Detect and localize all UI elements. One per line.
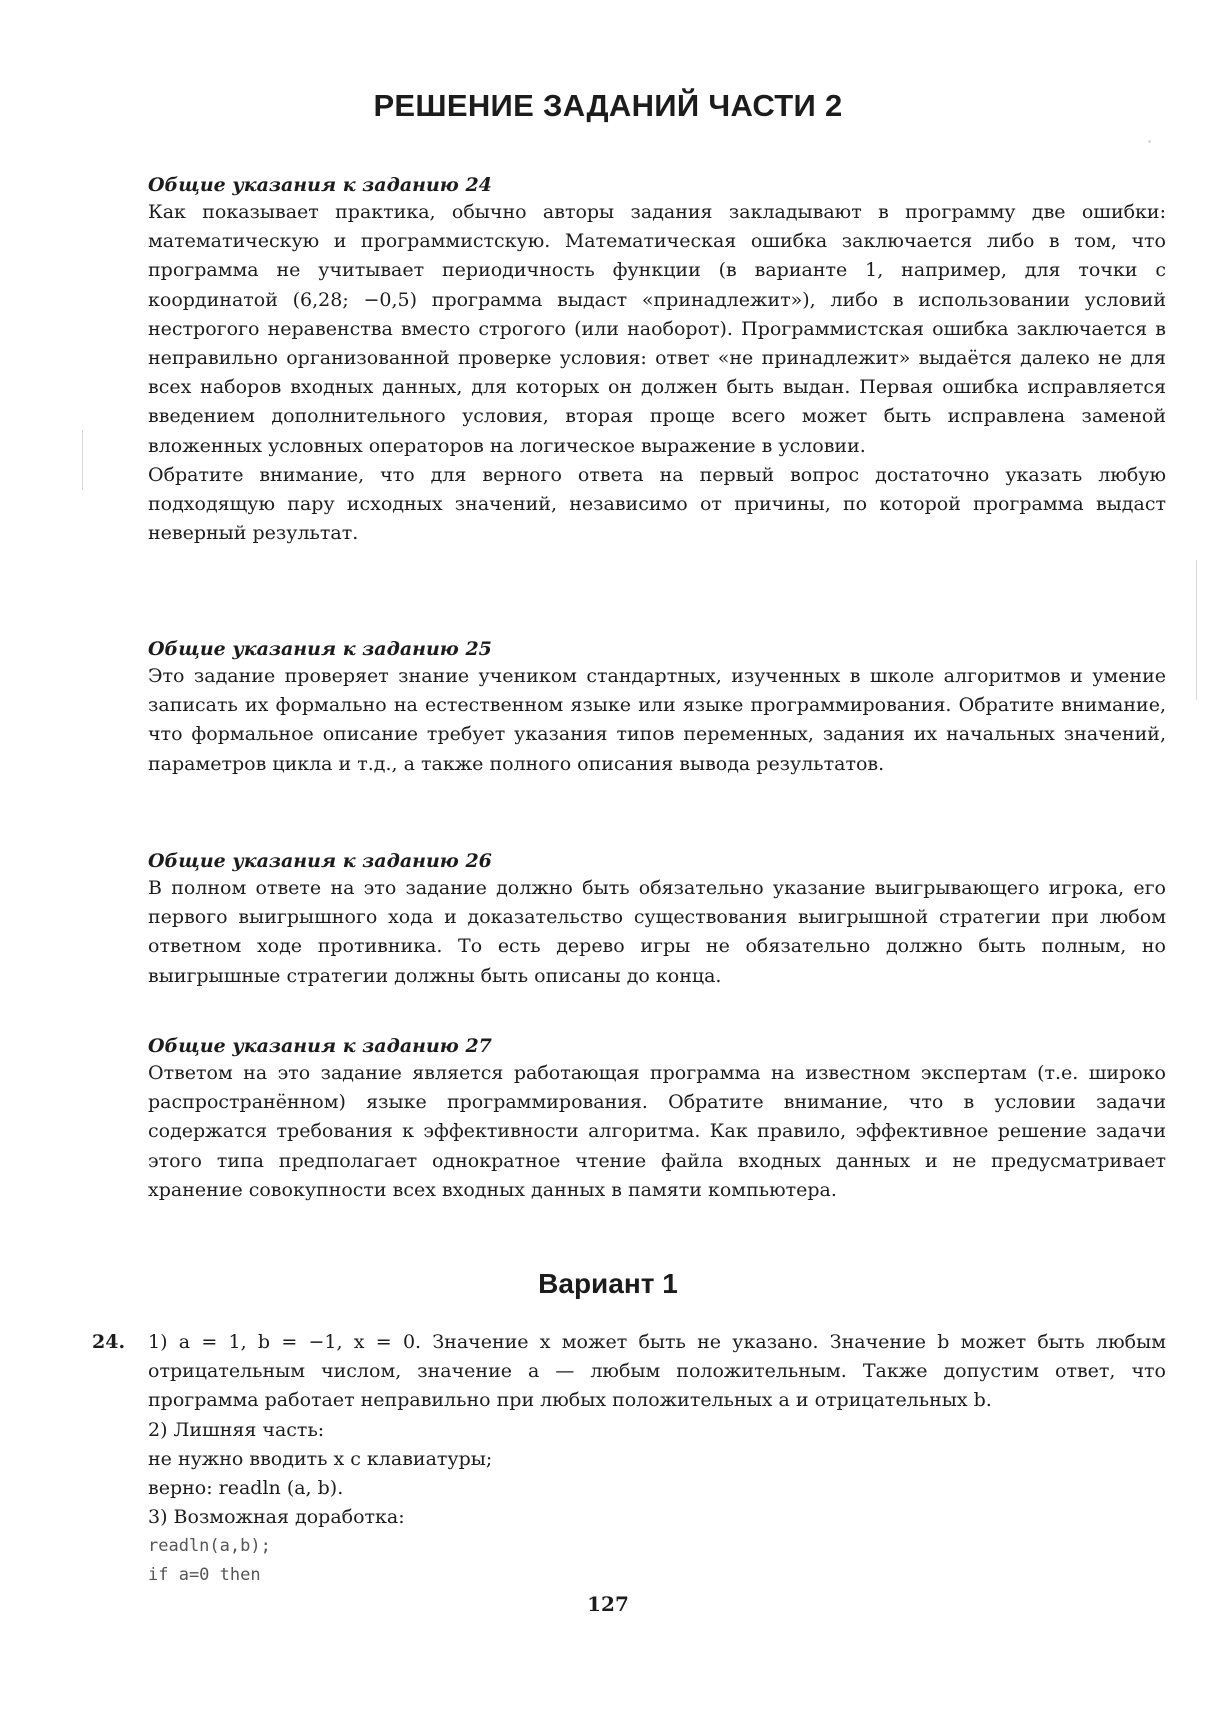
- answer-line: 2) Лишняя часть:: [148, 1418, 325, 1441]
- answer-paragraph: 1) a = 1, b = −1, x = 0. Значение x может быть не указано. Значение b может быть любым отрицательным числом, значение a — любым положительным. Также допустим ответ, что программа работает неправильно при любых положительных a и отрицательных b.: [148, 1331, 1166, 1412]
- section-paragraph: Обратите внимание, что для верного ответа на первый вопрос достаточно указать любую подходящую пару исходных значений, независимо от причины, по которой программа выдаст неверный результат.: [148, 463, 1166, 545]
- code-line: if a=0 then: [148, 1565, 261, 1586]
- section-24: [148, 172, 1166, 548]
- page-title: РЕШЕНИЕ ЗАДАНИЙ ЧАСТИ 2: [373, 88, 843, 123]
- scan-speck: [1148, 140, 1151, 143]
- section-25: [148, 636, 1166, 779]
- section-27: [148, 1033, 1166, 1205]
- answer-line: 3) Возможная доработка:: [148, 1506, 405, 1529]
- page-number: 127: [587, 1592, 629, 1616]
- section-paragraph: Это задание проверяет знание учеником стандартных, изученных в школе алгоритмов и умение записать их формально на естественном языке или языке программирования. Обратите внимание, что формальное описание требует указания типов переменных, задания их начальных значений, параметров цикла и т.д., а также полного описания вывода результатов.: [148, 665, 1166, 775]
- answer-line: верно: readln (a, b).: [148, 1477, 344, 1500]
- variant-heading: Вариант 1: [538, 1268, 678, 1299]
- section-heading: Общие указания к заданию 27: [148, 1035, 492, 1057]
- task-answer: [148, 1328, 1166, 1590]
- task-number: 24.: [92, 1331, 126, 1353]
- section-heading: Общие указания к заданию 25: [148, 638, 492, 660]
- scan-edge-mark: [1196, 560, 1197, 700]
- section-26: [148, 848, 1166, 991]
- code-line: readln(a,b);: [148, 1536, 271, 1557]
- section-paragraph: В полном ответе на это задание должно быть обязательно указание выигрывающего игрока, его первого выигрышного хода и доказательство существования выигрышной стратегии при любом ответном ходе противника. То есть дерево игры не обязательно должно быть полным, но выигрышные стратегии должны быть описаны до конца.: [148, 877, 1166, 987]
- section-paragraph: Как показывает практика, обычно авторы задания закладывают в программу две ошибки: математическую и программистскую. Математическая ошибка заключается либо в том, что программа не учитывает периодичность функции (в варианте 1, например, для точки с координатой (6,28; −0,5) программа выдаст «принадлежит»), либо в использовании условий нестрогого неравенства вместо строгого (или наоборот). Программистская ошибка заключается в неправильно организованной проверке условия: ответ «не принадлежит» выдаётся далеко не для всех наборов входных данных, для которых он должен быть выдан. Первая ошибка исправляется введением дополнительного условия, вторая проще всего может быть исправлена заменой вложенных условных операторов на логическое выражение в условии.: [148, 201, 1166, 457]
- section-heading: Общие указания к заданию 24: [148, 174, 492, 196]
- answer-line: не нужно вводить x с клавиатуры;: [148, 1447, 493, 1470]
- section-heading: Общие указания к заданию 26: [148, 850, 492, 872]
- scan-margin-mark: [82, 430, 83, 490]
- section-paragraph: Ответом на это задание является работающая программа на известном экспертам (т.е. широко распространённом) языке программирования. Обратите внимание, что в условии задачи содержатся требования к эффективности алгоритма. Как правило, эффективное решение задачи этого типа предполагает однократное чтение файла входных данных и не предусматривает хранение совокупности всех входных данных в памяти компьютера.: [148, 1062, 1166, 1201]
